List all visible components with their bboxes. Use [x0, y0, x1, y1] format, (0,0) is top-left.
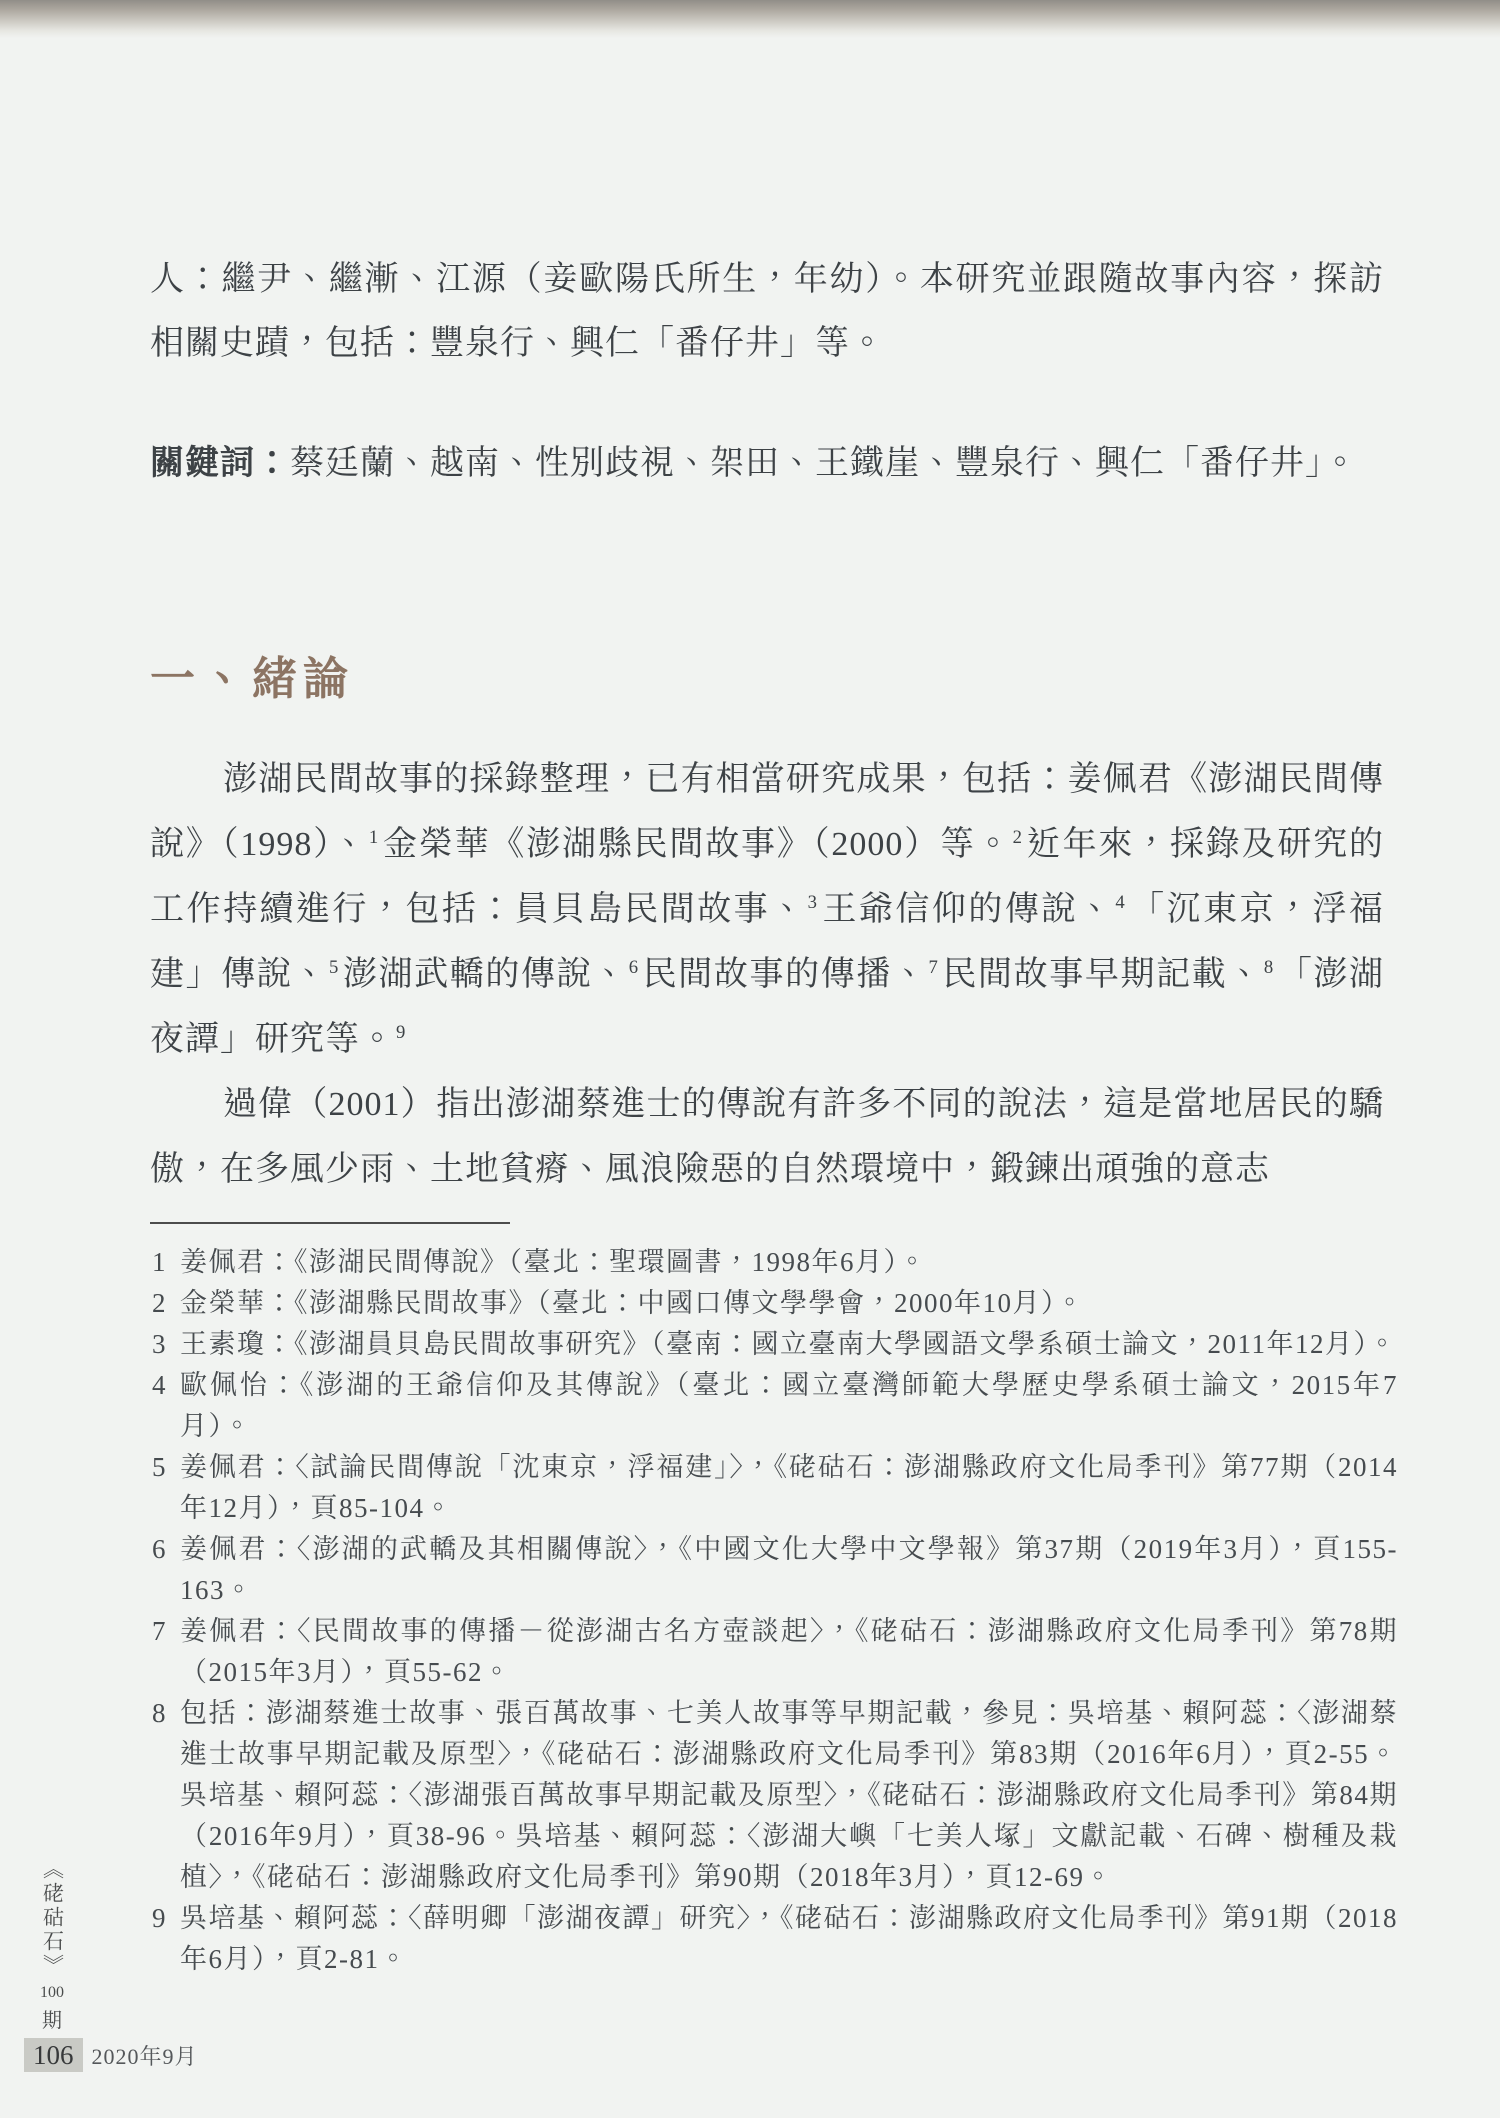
keywords-text: 蔡廷蘭、越南、性別歧視、架田、王鐵崖、豐泉行、興仁「番仔井」。: [290, 445, 1358, 482]
issue-label: 期: [42, 2010, 62, 2032]
footnote-number: 3: [152, 1329, 166, 1359]
keywords-line: [150, 434, 1384, 494]
footnote-number: 4: [152, 1370, 166, 1400]
footnote-number: 8: [152, 1698, 166, 1728]
footnote-ref: 7: [928, 956, 939, 978]
footnote-ref: 1: [368, 826, 380, 848]
page-footer: [24, 2038, 198, 2072]
footnote-text: 金榮華：《澎湖縣民間故事》（臺北：中國口傳文學學會，2000年10月）。: [180, 1288, 1085, 1318]
footnote-item: [150, 1447, 1398, 1529]
footnote-ref: 4: [1115, 891, 1126, 913]
footnote-item: [150, 1529, 1398, 1611]
footnote-text: 歐佩怡：《澎湖的王爺信仰及其傳說》（臺北：國立臺灣師範大學歷史學系碩士論文，2015年7月）。: [180, 1370, 1398, 1441]
footnote-number: 1: [152, 1247, 166, 1277]
footnote-ref: 3: [807, 891, 818, 913]
footnote-text: 姜佩君：《澎湖民間傳說》（臺北：聖環圖書，1998年6月）。: [180, 1247, 927, 1277]
footnote-number: 2: [152, 1288, 166, 1318]
page-number: 106: [24, 2038, 83, 2072]
keywords-label: 關鍵詞：: [150, 445, 290, 482]
footnote-item: [150, 1324, 1398, 1365]
body-paragraph: 過偉（2001）指出澎湖蔡進士的傳說有許多不同的說法，這是當地居民的驕傲，在多風少雨、土地貧瘠、風浪險惡的自然環境中，鍛鍊出頑強的意志: [150, 1086, 1384, 1188]
footnote-number: 9: [152, 1903, 166, 1933]
footnote-ref: 2: [1012, 826, 1023, 848]
footnote-ref: 8: [1263, 956, 1275, 978]
footnote-text: 包括：澎湖蔡進士故事、張百萬故事、七美人故事等早期記載，參見：吳培基、賴阿蕊：〈澎湖蔡進士故事早期記載及原型〉，《硓𥑮石：澎湖縣政府文化局季刊》第83期（2016年6月），頁2-55。吳培基、賴阿蕊：〈澎湖張百萬故事早期記載及原型〉，《硓𥑮石：澎湖縣政府文化局季刊》第84期（2016年9月），頁38-96。吳培基、賴阿蕊：〈澎湖大嶼「七美人塚」文獻記載、石碑、樹種及栽植〉，《硓𥑮石：澎湖縣政府文化局季刊》第90期（2018年3月），頁12-69。: [180, 1698, 1398, 1892]
footnote-ref: 6: [628, 956, 640, 978]
footnotes-block: [150, 1242, 1398, 1980]
footnote-item: [150, 1898, 1398, 1980]
section-heading-introduction: 一、緒論: [150, 653, 355, 704]
footnote-text: 吳培基、賴阿蕊：〈薛明卿「澎湖夜譚」研究〉，《硓𥑮石：澎湖縣政府文化局季刊》第91期（2018年6月），頁2-81。: [180, 1903, 1398, 1974]
page-date: 2020年9月: [91, 2043, 198, 2069]
footnote-item: [150, 1283, 1398, 1324]
footnote-item: [150, 1365, 1398, 1447]
footnote-text: 姜佩君：〈澎湖的武轎及其相關傳說〉，《中國文化大學中文學報》第37期（2019年3月），頁155-163。: [180, 1534, 1398, 1605]
body-paragraph: 澎湖民間故事的採錄整理，已有相當研究成果，包括：姜佩君《澎湖民間傳說》（1998）、$^1$金榮華《澎湖縣民間故事》（2000）等。$^2$近年來，採錄及研究的工作持續進行，包括：員貝島民間故事、$^3$王爺信仰的傳說、$^4$「沉東京，浮福建」傳說、$^5$澎湖武轎的傳說、$^6$民間故事的傳播、$^7$民間故事早期記載、$^8$「澎湖夜譚」研究等。$^9$: [150, 761, 1385, 1058]
footnote-item: [150, 1693, 1398, 1898]
footnote-item: [150, 1242, 1398, 1283]
footnote-number: 6: [152, 1534, 166, 1564]
footnote-separator: [150, 1222, 510, 1224]
footnote-text: 王素瓊：《澎湖員貝島民間故事研究》（臺南：國立臺南大學國語文學系碩士論文，2011年12月）。: [180, 1329, 1397, 1359]
footnote-ref: 5: [329, 956, 340, 978]
footnote-text: 姜佩君：〈民間故事的傳播－從澎湖古名方壺談起〉，《硓𥑮石：澎湖縣政府文化局季刊》第78期（2015年3月），頁55-62。: [180, 1616, 1398, 1687]
footnote-ref: 9: [396, 1021, 407, 1043]
abstract-continuation: 人：繼尹、繼漸、江源（妾歐陽氏所生，年幼）。本研究並跟隨故事內容，探訪相關史蹟，包括：豐泉行、興仁「番仔井」等。: [150, 261, 1384, 362]
footnote-item: [150, 1611, 1398, 1693]
footnote-text: 姜佩君：〈試論民間傳說「沈東京，浮福建」〉，《硓𥑮石：澎湖縣政府文化局季刊》第77期（2014年12月），頁85-104。: [180, 1452, 1398, 1523]
journal-spine-sidebar: [30, 1858, 74, 2033]
footnote-number: 7: [152, 1616, 166, 1646]
issue-number: 100: [40, 1984, 64, 2001]
footnote-number: 5: [152, 1452, 166, 1482]
page-content: [150, 0, 1398, 1980]
journal-title-vertical: 《硓𥑮石》: [40, 1858, 65, 1978]
body-paragraphs: [150, 747, 1384, 1202]
